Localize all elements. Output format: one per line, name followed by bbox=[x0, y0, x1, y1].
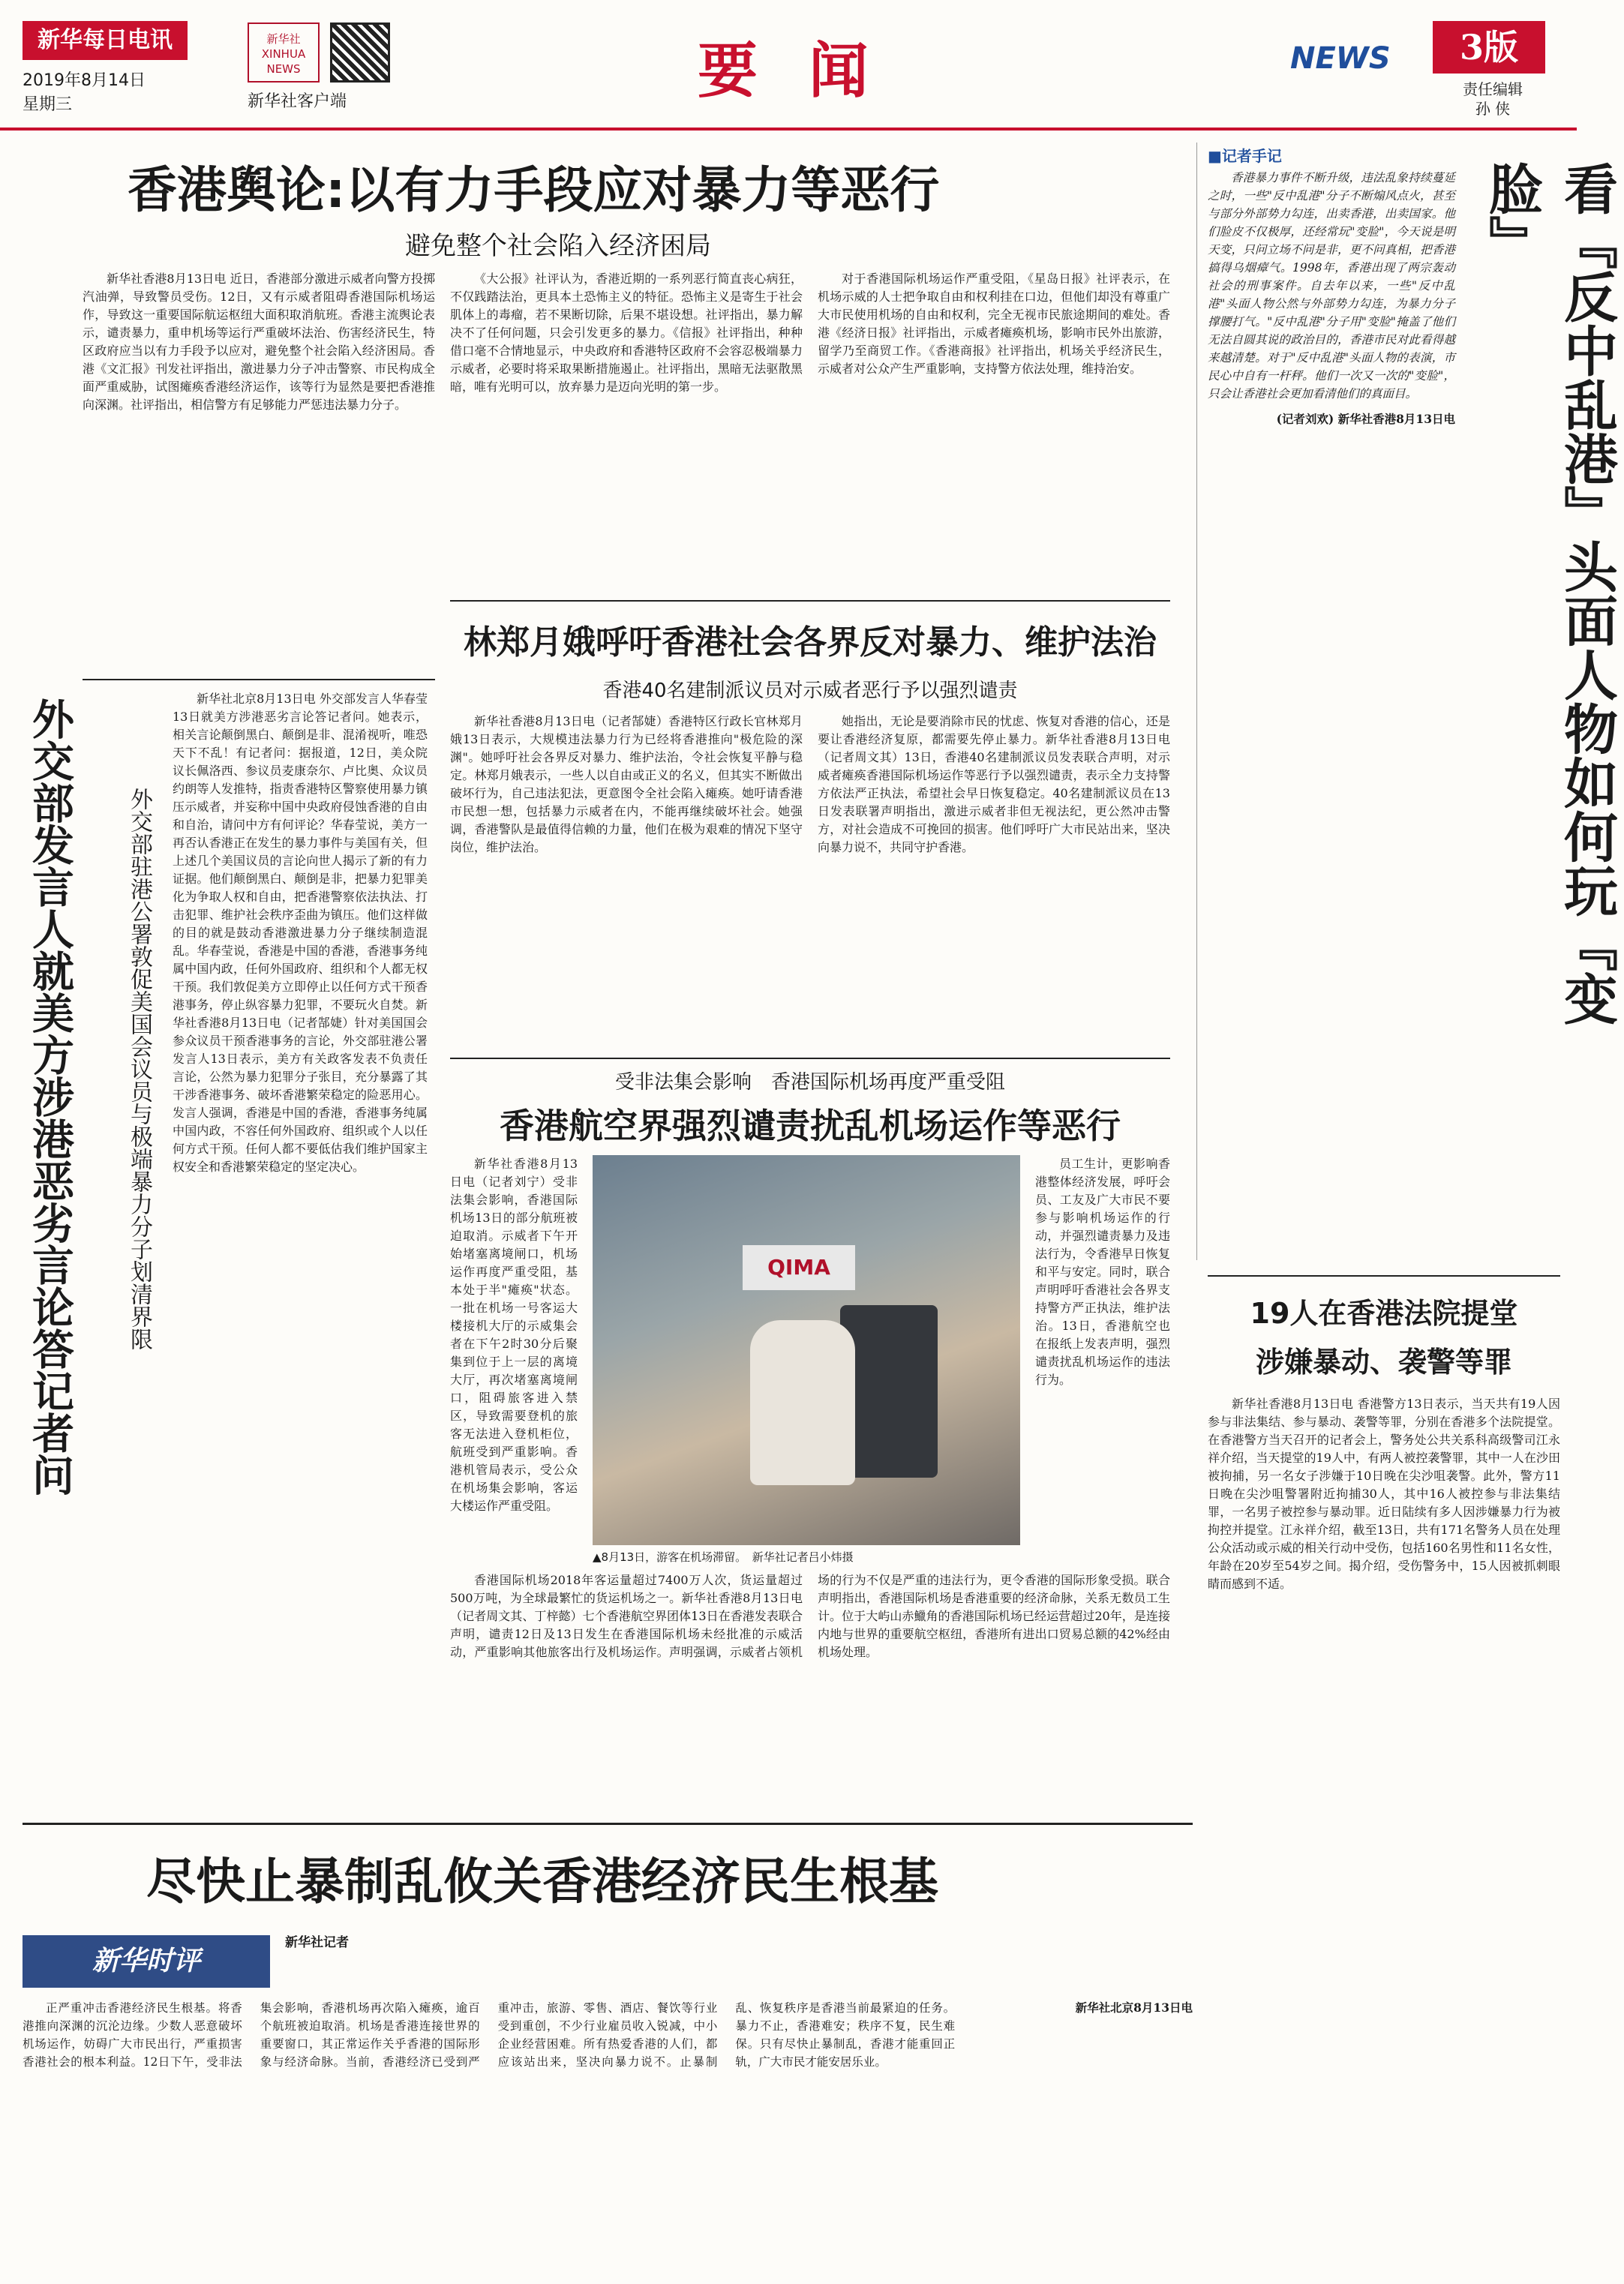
page-number: 3版 bbox=[1433, 21, 1545, 74]
editor-credit bbox=[1448, 80, 1538, 119]
lam-col-2 bbox=[818, 713, 1170, 1050]
editorial-body bbox=[23, 1999, 1193, 2269]
paragraph: 新华社香港8月13日电（记者刘宁）受非法集会影响，香港国际机场13日的部分航班被迫取消。示威者下午开始堵塞离境闸口，机场运作再度严重受阻，基本处于半"瘫痪"状态。一批在机场一号客运大楼接机大厅的示威集会者在下午2时30分后聚集到位于上一层的离境大厅，再次堵塞离境闸口，阻碍旅客进入禁区，导致需要登机的旅客无法进入登机柜位，航班受到严重影响。香港机管局表示，受公众在机场集会影响，客运大楼运作严重受阻。 bbox=[450, 1157, 578, 1513]
editor-label: 责任编辑 bbox=[1463, 80, 1523, 98]
commentary-body bbox=[1208, 169, 1455, 1279]
lam-headline[interactable]: 林郑月娥呼吁香港社会各界反对暴力、维护法治 bbox=[464, 623, 1157, 662]
editorial-headline[interactable]: 尽快止暴制乱攸关香港经济民生根基 bbox=[146, 1853, 938, 1910]
brand-logo: 新华每日电讯 bbox=[23, 21, 188, 60]
top-story-col-2 bbox=[450, 270, 803, 668]
paragraph: 新华社北京8月13日电 外交部发言人华春莹13日就美方涉港恶劣言论答记者问。她表示，相关言论颠倒黑白、颠倒是非、混淆视听，唯恐天下不乱！有记者问：据报道，12日，美众院议长佩洛西、参议员麦康奈尔、卢比奥、众议员约朗等人发推特，指责香港特区警察使用暴力镇压示威者，并妄称中国中央政府侵蚀香港的自由和自治，请问中方有何评论？华春莹说，美方一再否认香港正在发生的暴力事件与美国有关，但上述几个美国议员的言论向世人揭示了新的有力证据。他们颠倒黑白、颠倒是非，把暴力犯罪美化为争取人权和自由，把香港警察依法执法、打击犯罪、维护社会秩序歪曲为镇压。他们这样做的目的就是鼓动香港激进暴力分子继续制造混乱。华春莹说，香港是中国的香港，香港事务纯属中国内政，任何外国政府、组织和个人都无权干预。我们敦促美方立即停止以任何方式干预香港事务，停止纵容暴力犯罪，不要玩火自焚。新华社香港8月13日电（记者郜婕）针对美国国会参众议员干预香港事务的言论，外交部驻港公署发言人13日表示，美方有关政客发表不负责任言论，公然为暴力犯罪分子张目，充分暴露了其干涉香港事务、破坏香港繁荣稳定的险恶用心。发言人强调，香港是中国的香港，香港事务纯属中国内政，不容任何外国政府、组织或个人以任何方式干预。任何人都不要低估我们维护国家主权安全和香港繁荣稳定的坚定决心。 bbox=[173, 692, 428, 1174]
traveler-figure bbox=[750, 1320, 855, 1485]
issue-date bbox=[23, 69, 146, 117]
editorial-ribbon: 新华时评 bbox=[23, 1935, 270, 1988]
column-label: ■记者手记 bbox=[1208, 147, 1282, 165]
airport-kicker: 受非法集会影响 香港国际机场再度严重受阻 bbox=[614, 1071, 1005, 1094]
editorial-sign: 新华社北京8月13日电 bbox=[1075, 2000, 1193, 2015]
court-headline-1[interactable]: 19人在香港法院提堂 bbox=[1250, 1297, 1518, 1330]
airport-bottom bbox=[450, 1571, 1170, 1811]
top-story-subheadline: 避免整个社会陷入经济困局 bbox=[405, 231, 711, 261]
fm-subheadline: 外交部驻港公署敦促美国会议员与极端暴力分子划清界限 bbox=[126, 788, 152, 1350]
paragraph: 新华社香港8月13日电（记者郜婕）香港特区行政长官林郑月娥13日表示，大规模违法暴力行为已经将香港推向"极危险的深渊"。她呼吁社会各界反对暴力、维护法治，令社会恢复平静与稳定。林郑月娥表示，一些人以自由或正义的名义，但其实不断做出破坏行为，自己违法犯法，更意图令全社会陷入瘫痪。她吁请香港市民想一想，包括暴力示威者在内，不能再继续破坏社会。她强调，香港警队是最值得信赖的力量，他们在极为艰难的情况下坚守岗位，维护法治。 bbox=[450, 714, 803, 854]
divider bbox=[450, 1058, 1170, 1059]
date-text: 2019年8月14日 bbox=[23, 71, 146, 90]
commentary-headline[interactable]: 看『反中乱港』头面人物如何玩『变脸』 bbox=[1480, 161, 1618, 1025]
paragraph: 新华社香港8月13日电 近日，香港部分激进示威者向警方投掷汽油弹，导致警员受伤。12日，又有示威者阻碍香港国际机场运作，导致这一重要国际航运枢纽大面积取消航班。香港主流舆论表示，谴责暴力，重申机场等运行严重破坏法治、伤害经济民生，特区政府应当以有力手段予以应对，避免整个社会陷入经济困局。香港《文汇报》刊发社评指出，激进暴力分子冲击警察、市民构成全面严重威胁，试图瘫痪香港经济运作，该等行为显然是要把香港推向深渊。社评指出，相信警方有足够能力严惩违法暴力分子。 bbox=[83, 272, 435, 412]
paragraph: 正严重冲击香港经济民生根基。将香港推向深渊的沉沦边缘。少数人恶意破坏机场运作，妨碍广大市民出行，严重损害香港社会的根本利益。12日下午，受非法集会影响，香港机场再次陷入瘫痪，逾百个航班被迫取消。机场是香港连接世界的重要窗口，其正常运作关乎香港的国际形象与经济命脉。当前，香港经济已受到严重冲击，旅游、零售、酒店、餐饮等行业受到重创，不少行业雇员收入锐减，中小企业经营困难。所有热爱香港的人们，都应该站出来，坚决向暴力说不。止暴制乱、恢复秩序是香港当前最紧迫的任务。暴力不止，香港难安；秩序不复，民生难保。只有尽快止暴制乱，香港才能重回正轨，广大市民才能安居乐业。 bbox=[23, 2001, 956, 2069]
paragraph: 香港国际机场2018年客运量超过7400万人次，货运量超过500万吨，为全球最繁忙的货运机场之一。新华社香港8月13日电（记者周文其、丁梓懿）七个香港航空界团体13日在香港发表联合声明，谴责12日及13日发生在香港国际机场未经批准的示威活动，严重影响其他旅客出行及机场运作。声明强调，示威者占领机场的行为不仅是严重的违法行为，更令香港的国际形象受损。联合声明指出，香港国际机场是香港重要的经济命脉，关系无数员工生计。位于大屿山赤鱲角的香港国际机场已经运营超过20年，是连接内地与世界的重要航空枢纽，香港所有进出口贸易总额的42%经由机场处理。 bbox=[450, 1573, 1170, 1659]
top-story-col-3 bbox=[818, 270, 1170, 593]
divider bbox=[1208, 1275, 1560, 1277]
qr-code-icon[interactable] bbox=[330, 23, 390, 83]
lam-subheadline: 香港40名建制派议员对示威者恶行予以强烈谴责 bbox=[602, 680, 1018, 702]
divider bbox=[450, 600, 1170, 602]
editor-name: 孙 侠 bbox=[1475, 100, 1511, 118]
court-headline-2[interactable]: 涉嫌暴动、袭警等罪 bbox=[1255, 1346, 1512, 1379]
paragraph: 新华社香港8月13日电 香港警方13日表示，当天共有19人因参与非法集结、参与暴动、袭警等罪，分别在香港多个法院提堂。在香港警方当天召开的记者会上，警务处公共关系科高级警司江永祥介绍，当天提堂的19人中，有两人被控袭警罪，其中一人在沙田被拘捕，另一名女子涉嫌于10日晚在尖沙咀袭警。此外，警方11日晚在尖沙咀警署附近拘捕30人，其中16人被控参与非法集结罪，一名男子被控参与暴动罪。近日陆续有多人因涉嫌暴力行为被拘控并提堂。江永祥介绍，截至13日，共有171名警务人员在处理公众活动或示威的相关行动中受伤，包括160名男性和11名女性，年龄在20岁至54岁之间。揭介绍，受伤警务中，15人因被抓刺眼睛而感到不适。 bbox=[1208, 1397, 1560, 1591]
paragraph: 她指出，无论是要消除市民的忧虑、恢复对香港的信心，还是要让香港经济复原，都需要先停止暴力。新华社香港8月13日电（记者周文其）13日，香港40名建制派议员发表联合声明，对示威者瘫痪香港国际机场运作等恶行予以强烈谴责，表示全力支持警方依法严正执法，希望社会早日恢复稳定。40名建制派议员在13日发表联署声明指出，激进示威者非但无视法纪，更公然冲击警方，对社会造成不可挽回的损害。他们呼吁广大市民站出来，坚决向暴力说不，共同守护香港。 bbox=[818, 714, 1170, 854]
client-label: 新华社客户端 bbox=[248, 92, 347, 111]
editorial-author: 新华社记者 bbox=[285, 1935, 349, 1950]
divider bbox=[23, 1823, 1193, 1825]
fm-headline[interactable]: 外交部发言人就美方涉港恶劣言论答记者问 bbox=[26, 698, 74, 1496]
paragraph: 香港暴力事件不断升级，违法乱象持续蔓延之时，一些"反中乱港"分子不断煽风点火，甚至与部分外部势力勾连，出卖香港，出卖国家。他们脸皮不仅极厚，还经常玩"变脸"，今天说是明天变，只问立场不问是非，更不问真相，把香港搞得乌烟瘴气。1998年，香港出现了两宗轰动社会的刑事案件。自去年以来，一些"反中乱港"头面人物公然与外部势力勾连，为暴力分子撑腰打气。"反中乱港"分子用"变脸"掩盖了他们无法自圆其说的政治目的，香港市民对此看得越来越清楚。对于"反中乱港"头面人物的表演，市民心中自有一杆秤。他们一次又一次的"变脸"，只会让香港社会更加看清他们的真面目。 bbox=[1208, 171, 1455, 401]
section-title: 要 闻 bbox=[698, 35, 884, 106]
airport-photo bbox=[593, 1155, 1020, 1545]
column-divider bbox=[1196, 143, 1197, 1260]
fm-body bbox=[173, 690, 428, 1526]
masthead bbox=[0, 0, 1577, 131]
paragraph: 员工生计，更影响香港整体经济发展，呼吁会员、工友及广大市民不要参与影响机场运作的行动，并强烈谴责暴力及违法行为，令香港早日恢复和平与安定。同时，联合声明呼吁香港社会各界支持警方严正执法，维护法治。13日，香港航空也在报纸上发表声明，强烈谴责扰乱机场运作的违法行为。 bbox=[1035, 1157, 1170, 1387]
court-body bbox=[1208, 1395, 1560, 2258]
paragraph: 对于香港国际机场运作严重受阻，《星岛日报》社评表示，在机场示威的人士把争取自由和权利挂在口边，但他们却没有尊重广大市民使用机场的自由和权利，完全无视市民旅途期间的难处。香港《经济日报》社评指出，示威者瘫痪机场，影响市民外出旅游，留学乃至商贸工作。《香港商报》社评指出，机场关乎经济民生，示威者对公众产生严重影响，支持警方依法处理，维持治安。 bbox=[818, 272, 1170, 376]
top-story-headline[interactable]: 香港舆论:以有力手段应对暴力等恶行 bbox=[128, 161, 940, 219]
airport-col-right bbox=[1035, 1155, 1170, 1560]
lam-col-1 bbox=[450, 713, 803, 1050]
photo-caption: ▲8月13日，游客在机场滞留。 新华社记者吕小炜摄 bbox=[593, 1550, 854, 1564]
news-logo: NEWS bbox=[1290, 41, 1391, 76]
commentary-byline: (记者刘欢) 新华社香港8月13日电 bbox=[1276, 412, 1455, 426]
airport-headline[interactable]: 香港航空界强烈谴责扰乱机场运作等恶行 bbox=[500, 1106, 1121, 1146]
xinhua-logo: 新华社 XINHUA NEWS bbox=[248, 23, 320, 83]
shop-sign: QIMA bbox=[743, 1245, 855, 1290]
top-story-col-1 bbox=[83, 270, 435, 668]
divider bbox=[83, 679, 435, 680]
airport-col-left bbox=[450, 1155, 578, 1560]
paragraph: 《大公报》社评认为，香港近期的一系列恶行简直丧心病狂，不仅践踏法治，更具本土恐怖主义的特征。恐怖主义是寄生于社会肌体上的毒瘤，若不果断切除，后果不堪设想。社评指出，暴力解决不了任何问题，只会引发更多的暴力。《信报》社评指出，种种借口毫不合情地显示，中央政府和香港特区政府不会容忍极端暴力示威者，必要时将采取果断措施遏止。社评指出，黑暗无法驱散黑暗，唯有光明可以，放弃暴力是迈向光明的第一步。 bbox=[450, 272, 803, 394]
weekday-text: 星期三 bbox=[23, 95, 73, 114]
